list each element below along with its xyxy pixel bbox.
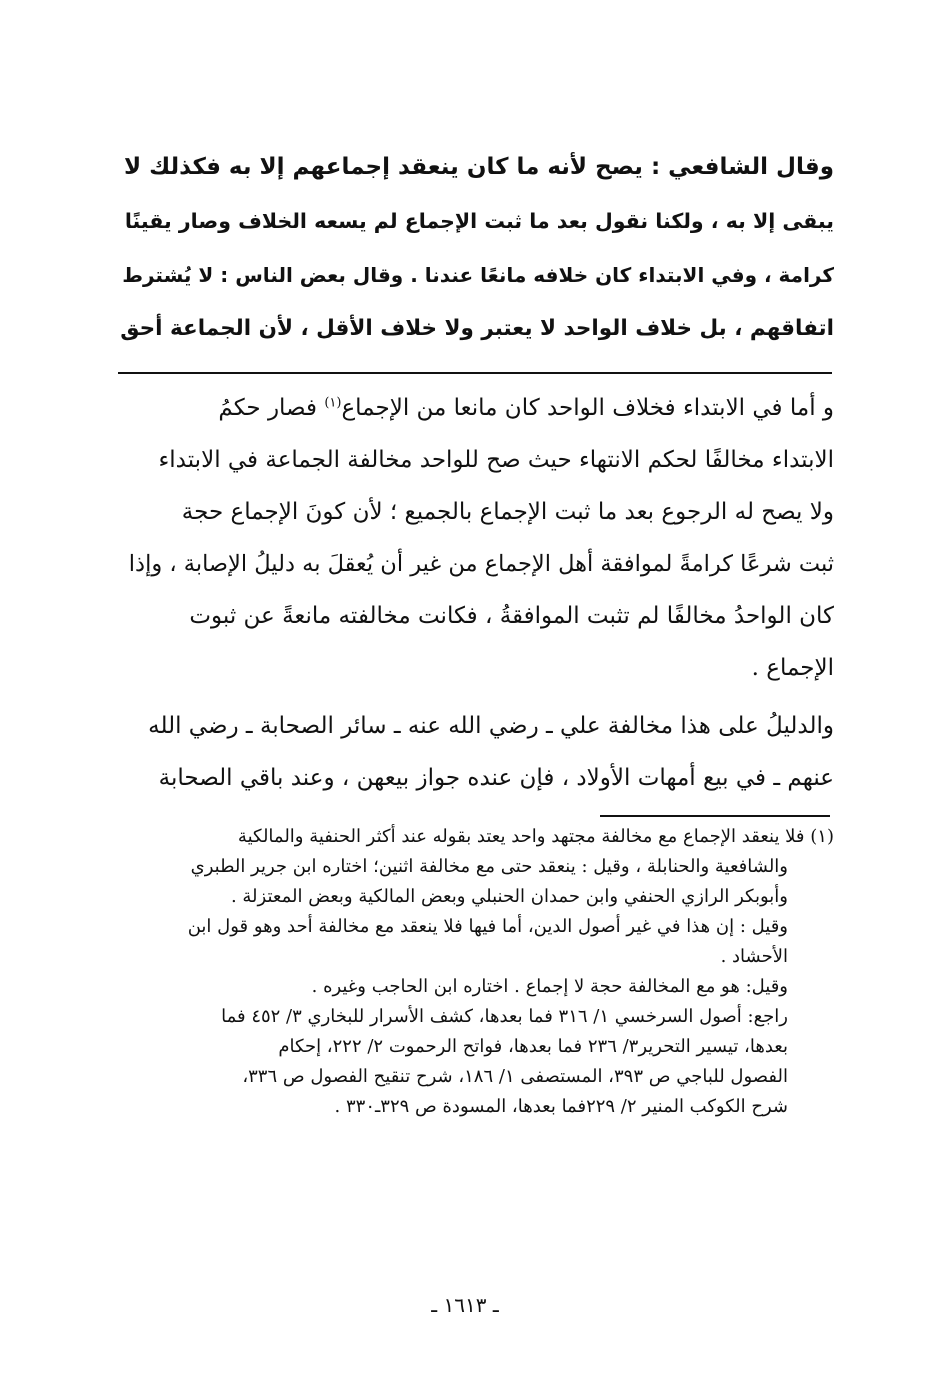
main-text-line: وقال الشافعي : يصح لأنه ما كان ينعقد إجماعهم إلا به فكذلك لا	[123, 154, 834, 180]
footnote-line: وقيل : إن هذا في غير أصول الدين، أما فيها فلا ينعقد مع مخالفة أحد وهو قول ابن	[187, 916, 788, 937]
commentary-line-start: و أما في الابتداء فخلاف الواحد كان مانعا من الإجماع	[341, 395, 834, 421]
main-text-line: كرامة ، وفي الابتداء كان خلافه مانعًا عندنا . وقال بعض الناس : لا يُشترط	[122, 263, 834, 287]
footnote-divider	[600, 815, 830, 817]
commentary-line: ولا يصح له الرجوع بعد ما ثبت الإجماع بالجميع ؛ لأن كونَ الإجماع حجة	[181, 499, 834, 525]
footnote-line: والشافعية والحنابلة ، وقيل : ينعقد حتى مع مخالفة اثنين؛ اختاره ابن جرير الطبري	[190, 856, 788, 877]
commentary-line: ثبت شرعًا كرامةً لموافقة أهل الإجماع من غير أن يُعقلَ به دليلُ الإصابة ، وإذا	[128, 551, 834, 577]
footnote-line	[118, 822, 834, 852]
main-text-line: اتفاقهم ، بل خلاف الواحد لا يعتبر ولا خلاف الأقل ، لأن الجماعة أحق	[120, 316, 834, 341]
section-divider	[118, 372, 832, 374]
commentary-line: عنهم ـ في بيع أمهات الأولاد ، فإن عنده جواز بيعهن ، وعند باقي الصحابة	[158, 765, 834, 791]
footnote-line: راجع: أصول السرخسي ١/ ٣١٦ فما بعدها، كشف الأسرار للبخاري ٣/ ٤٥٢ فما	[221, 1006, 788, 1027]
commentary-line: والدليلُ على هذا مخالفة علي ـ رضي الله عنه ـ سائر الصحابة ـ رضي الله	[148, 713, 834, 739]
footnote-line: وأبوبكر الرازي الحنفي وابن حمدان الحنبلي وبعض المالكية وبعض المعتزلة .	[230, 886, 788, 907]
footnote-number: (١)	[810, 826, 834, 847]
commentary-text	[118, 382, 834, 804]
footnote-line: بعدها، تيسير التحرير٣/ ٢٣٦ فما بعدها، فواتح الرحموت ٢/ ٢٢٢، إحكام	[278, 1036, 788, 1057]
footnote-reference[interactable]: (١)	[324, 395, 342, 411]
commentary-line-end: فصار حكمُ	[218, 395, 325, 421]
footnote-line: الأحشاد .	[720, 946, 788, 967]
commentary-line: الابتداء مخالفًا لحكم الانتهاء حيث صح للواحد مخالفة الجماعة في الابتداء	[158, 447, 834, 473]
footnotes	[118, 822, 834, 1122]
footnote-line: وقيل: هو مع المخالفة حجة لا إجماع . اختاره ابن الحاجب وغيره .	[311, 976, 788, 997]
commentary-line: كان الواحدُ مخالفًا لم تثبت الموافقةُ ، فكانت مخالفته مانعةً عن ثبوت	[189, 603, 834, 629]
main-text-line: يبقى إلا به ، ولكنا نقول بعد ما ثبت الإجماع لم يسعه الخلاف وصار يقينًا	[124, 209, 834, 233]
main-text	[118, 140, 834, 356]
commentary-line: الإجماع .	[751, 655, 834, 681]
page-number: ـ ١٦١٣ ـ	[431, 1293, 499, 1317]
footnote-line: شرح الكوكب المنير ٢/ ٢٢٩فما بعدها، المسودة ص ٣٢٩ـ٣٣٠ .	[334, 1096, 788, 1117]
commentary-line	[118, 382, 834, 434]
footnote-line: الفصول للباجي ص ٣٩٣، المستصفى ١/ ١٨٦، شرح تنقيح الفصول ص ٣٣٦،	[242, 1066, 788, 1087]
footnote-text: فلا ينعقد الإجماع مع مخالفة مجتهد واحد يعتد بقوله عند أكثر الحنفية والمالكية	[237, 826, 805, 847]
